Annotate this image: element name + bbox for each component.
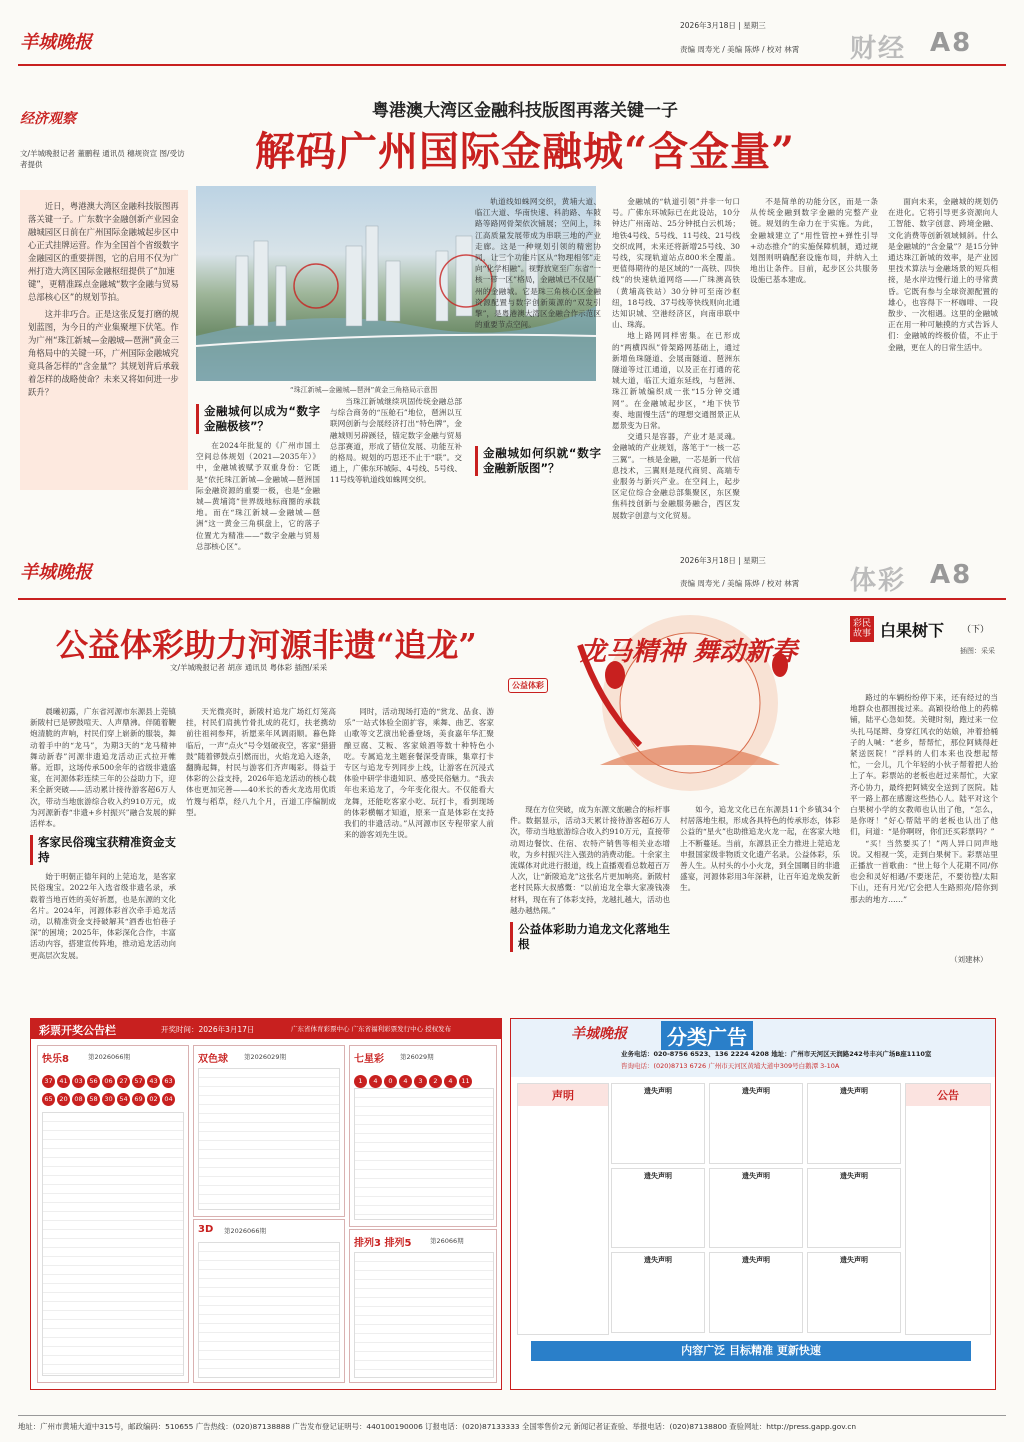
number-ball: 4 [369, 1075, 382, 1088]
ad-notice-1 [517, 1083, 609, 1335]
number-ball: 37 [42, 1075, 55, 1088]
page-number: A8 [930, 560, 973, 590]
body-para: 天光微亮时，新陂村追龙广场红灯笼高挂，村民们肩挑竹骨扎成的花灯，扶老携幼前往祖祠参拜，祈愿来年风调雨顺。暮色降临后，一声“点火”号令划破夜空，客家“猎猎鼓”随着锣鼓点引燃而出，火焰龙追入逐条，翻腾起舞，村民与游客们齐声喝彩。得益于体彩的公益支持，2026年追龙活动的核心载体也更加完善——40米长的香火龙选用优质竹篾与稻草，经八九个月，百道工序编制成型。 [186, 707, 336, 817]
number-ball: 58 [87, 1093, 100, 1106]
game-name: 3D [198, 1224, 214, 1235]
winning-numbers [42, 1070, 186, 1106]
body-para: 在2024年批复的《广州市国土空间总体规划（2021—2035年）》中，金融城被赋予双重身份：它既是“依托珠江新城—金融城—琶洲国际金融资源的重要一极，也是“金融城—黄埔湾”世界级地标商圈的承载地。而在“珠江新城—金融城—琶洲”这一黄金三角棋盘上，它的落子位置尤为精准——“数字金融与贸易总部核心区”。 [196, 441, 320, 551]
number-ball: 03 [72, 1075, 85, 1088]
game-name: 排列3 排列5 [354, 1238, 412, 1249]
number-ball: 4 [444, 1075, 457, 1088]
lottery-time: 开奖时间：2026年3月17日 [161, 1025, 255, 1034]
prize-table [354, 1088, 494, 1220]
side-subtitle: （下） [962, 625, 990, 635]
section-name: 财经 [850, 34, 907, 64]
number-ball: 0 [384, 1075, 397, 1088]
ad-title: 分类广告 [661, 1021, 753, 1050]
game-kuaile8 [37, 1045, 189, 1383]
side-illustrator: 插图：采采 [960, 647, 995, 655]
number-ball: 20 [57, 1093, 70, 1106]
number-ball: 2 [429, 1075, 442, 1088]
number-ball: 04 [162, 1093, 175, 1106]
lead-text-2: 这并非巧合。正是这张反复打磨的规划蓝图，为今日的产业集聚埋下伏笔。作为广州“珠江新城—金融城—琶洲”黄金三角格局中的关键一环，广州国际金融城究竟具备怎样的“含金量”？其规划背后承载着怎样的战略使命？未来又将如何进一步跃升？ [28, 309, 180, 397]
game-pailie [349, 1229, 497, 1383]
number-ball: 02 [147, 1093, 160, 1106]
number-ball: 41 [57, 1075, 70, 1088]
page-footer: 地址：广州市黄埔大道中315号，邮政编码：510655 广告热线：(020)87138888 广告发布登记证明号：440100190006 订报电话：(020)87133333 全国零售价2元 新闻记者证查验、举报电话：(020)87138800 查验网址：http://press.gapp.gov.cn [18, 1415, 1006, 1432]
lottery-board [30, 1018, 502, 1390]
ad-logo: 羊城晚报 [571, 1026, 627, 1042]
classified-ads [510, 1018, 996, 1390]
ad-notice-2 [905, 1083, 991, 1335]
body-para: 不是简单的功能分区，而是一条从传统金融到数字金融的完整产业链。规划的生命力在于实施。为此，金融城建立了“用性管控+弹性引导+动态推介”的实施保障机制，通过规划图则明确配套设施布局，并纳入土地出让条件。目前，起步区公共服务设施已基本建成。 [750, 197, 878, 285]
newspaper-logo: 羊城晚报 [20, 562, 92, 583]
ad-listing: 遗失声明 [807, 1252, 901, 1333]
section-name: 体彩 [850, 566, 907, 596]
number-ball: 30 [102, 1093, 115, 1106]
dragon-illustration [560, 605, 820, 805]
number-ball: 27 [117, 1075, 130, 1088]
body-para: 晨曦初露，广东省河源市东源县上莞镇新陂村已是锣鼓喧天、人声鼎沸。伴随着鞭炮清脆的声响，村民们穿上崭新的服装，舞动着手中的“龙马”，为期3天的“龙马精神 舞动新春”河源非遗追龙活动正式拉开帷幕。近即，这场传承500余年的省级非遗盛宴，在河源体彩连续三年的公益助力下，迎来全新突破——活动累计接待游客超6万人次，带动当地旅游综合收入约910万元，成为河源新春“非遗+乡村振兴”融合发展的鲜活样本。 [30, 707, 176, 829]
header-rule [18, 64, 1006, 66]
ad-listing: 遗失声明 [709, 1252, 803, 1333]
side-author: （刘建林） [950, 955, 988, 964]
game-name: 双色球 [198, 1054, 228, 1065]
column-tag [20, 108, 190, 128]
lead-text: 近日，粤港澳大湾区金融科技版图再落关键一子。广东数字金融创新产业园金融城园区日前在广州国际金融城起步区中心正式挂牌运营。作为全国首个省级数字金融园区的重要拼图，它的启用不仅为广州打造大湾区国际金融枢纽提供了“加速键”，更精准踩点金融城“数字金融与贸易总部核心区”的规划节拍。 [28, 201, 180, 302]
body-para: 现在方位突破，成为东源文旅融合的标杆事件。数据显示，活动3天累计接待游客超6万人次，带动当地旅游综合收入约910万元，直接带动周边餐饮、住宿、农特产销售等相关业态增收，为乡村振兴注入强劲的消费动能。十余家主流媒体对此进行报道，线上直播观看总数超百万人次，让“新陂追龙”这张名片更加响亮。新陂村老村民陈大叔感慨：“以前追龙全靠大家凑钱凑材料，现在有了体彩支持，龙越扎越大，活动也越办越热闹。” [510, 805, 670, 915]
body-para: “买！当然要买了！”两人异口同声地说。又相视一笑，走到白果树下。彩票站里正播放一首歌曲：“世上每个人花期不同/你也会和灵好相遇/不要迷茫，不要彷徨/太阳下山，还有月光/它会把人生路照亮/陪你到那去的地方……” [850, 838, 998, 904]
ad-listing: 遗失声明 [709, 1083, 803, 1164]
game-name: 快乐8 [42, 1054, 69, 1065]
ad-contact: 咨询电话：(020)8713 6726 广州市天河区黄埔大道中309号白鹅潭 3-10A [621, 1062, 840, 1070]
number-ball: 69 [132, 1093, 145, 1106]
lottery-badge: 公益体彩 [508, 678, 548, 693]
ad-listing: 遗失声明 [807, 1083, 901, 1164]
game-issue: 第26029期 [400, 1053, 434, 1061]
body-para: 当珠江新城继续巩固传统金融总部与综合商务的“压舱石”地位，琶洲以互联网创新与会展经济打出“特色牌”，金融城则另辟蹊径，锚定数字金融与贸易总部赛道，形成了错位发展、功能互补的格局。规划的巧思还不止于“联”。交通上，广佛东环城际、4号线、5号线、11号线等轨道线如蛛网交织。 [330, 397, 462, 485]
column-tag-text: 经济观察 [20, 111, 76, 127]
lead-box [20, 190, 188, 490]
number-ball: 06 [102, 1075, 115, 1088]
body-para: 面向未来，金融城的规划仍在进化。它将引导更多资源向人工智能、数字创意、跨境金融、文化消费等创新领域倾斜。什么是金融城的“含金量”？是15分钟通达珠江新城的效率，是产业园里技术算法与金融场景的短兵相接，是水岸边慢行道上的寻常黄昏。它既有参与全球资源配置的雄心，也容得下一杯咖啡、一段散步、一次相遇。这里的金融城正在用一种可触摸的方式告诉人们：金融城的终极价值，不止于金融，更在人的日常生活中。 [888, 197, 998, 352]
ad-listing: 遗失声明 [807, 1168, 901, 1249]
game-issue: 第2026066期 [224, 1227, 266, 1235]
side-column [850, 612, 1000, 1012]
subhead-2: 公益体彩助力追龙文化落地生根 [510, 922, 670, 952]
number-ball: 65 [42, 1093, 55, 1106]
game-shuangseqiu [193, 1045, 345, 1217]
prize-table [354, 1252, 494, 1378]
game-issue: 第2026029期 [244, 1053, 286, 1061]
lottery-title: 彩票开奖公告栏 [39, 1024, 116, 1037]
body-para: 如今，追龙文化已在东源县11个乡镇34个村居落地生根，形成各具特色的传承形态，体彩公益的“星火”也助推追龙火龙一起，在客家大地上不断蔓延。当前，东源县正全力推进上莞追龙申报国家级非物质文化遗产名录。公益体彩，乐善人生。从村头的小小火龙，到全国瞩目的非遗盛宴，河源体彩用3年深耕，让百年追龙焕发新生。 [680, 805, 840, 893]
kicker: 粤港澳大湾区金融科技版图再落关键一子 [372, 101, 678, 121]
number-ball: 54 [117, 1093, 130, 1106]
page-number: A8 [930, 28, 973, 58]
notice-title: 公告 [906, 1084, 990, 1106]
lottery-title-bar [31, 1019, 501, 1039]
ad-listing: 遗失声明 [611, 1252, 705, 1333]
subhead-2: 金融城如何织就“数字金融新版图”？ [475, 446, 601, 476]
number-ball: 1 [354, 1075, 367, 1088]
issue-date: 2026年3月18日 | 星期三 [680, 556, 766, 565]
game-qixingcai [349, 1045, 497, 1227]
body-para: 路过的车辆纷纷停下来，还有经过的当地群众也都围拢过来。高颖役给他上的药棉铺，陆平心急如焚。关键时刻，跑过来一位头扎马尾辫、身穿红风衣的姑娘，冲着拾桶子的人喊：“老乡，帮帮忙，那位阿姨得赶紧送医院！”浮料的人们本来也没想起帮忙，一会儿，几个年轻的小伙子帮着把人抬上了车。彩票站的老板也赶过来帮忙，大家齐心协力，最终把阿姨安全送到了医院。陆平一路上都在感谢这些热心人。陆平对这个白果树小学的女教师也认出了他，“怎么，是你呀！”好心帮陆平的老板也认出了他们，问道：“是你啊呀，你们还买彩票吗？” [850, 693, 998, 837]
body-para: 同时，活动现场打造的“赏龙、品食、游乐”一站式体验全面扩容，乘舞、曲艺、客家山歌等文艺演出轮番登场，美食嘉年华汇聚酿豆腐、艾粄、客家娘酒等数十种特色小吃。专属追龙主题套餐深受青睐，集章打卡专区与追龙专列同步上线，让游客在沉浸式体验中研学非遗知识、感受民俗魅力。“我去年也来追龙了，今年变化很大。不仅能看大龙舞，还能吃客家小吃、玩打卡，看到现场的体彩横幅才知道，原来一直是体彩在支持我们的非遗活动。”从河源市区专程带家人前来的游客刘先生说。 [344, 707, 494, 840]
body-para: 金融城的“轨道引领”并非一句口号。广佛东环城际已在此设站，10分钟达广州南站、25分钟抵白云机场；地铁4号线、5号线、11号线、21号线交织成网，未来还将新增25号线、30号线，实现轨道站点800米全覆盖。更值得期待的是区域的“一高铁、四快线”的快速轨道网络——广珠澳高铁（黄埔高铁站）30分钟可至南沙枢纽，18号线、37号线等快线则向北通达知识城、空港经济区，向南串联中山、珠海。 [612, 197, 740, 330]
number-ball: 56 [87, 1075, 100, 1088]
body-para: 始于明朝正德年间的上莞追龙，是客家民俗瑰宝。2022年入选省级非遗名录，承载着当地百姓的美好祈愿，也是东源的文化名片。2024年，河源体彩首次牵手追龙活动，以精准资金支持破解其“酒香也怕巷子深”的困境；2025年，体彩深化合作，丰富活动内容，搭建宣传阵地，推动追龙活动向更高层次发展。 [30, 872, 176, 960]
art-title: 龙马精神 舞动新春 [580, 637, 798, 667]
subhead-1: 金融城何以成为“数字金融极核”？ [196, 404, 320, 434]
number-ball: 08 [72, 1093, 85, 1106]
lottery-org: 广东省体育彩票中心 广东省福利彩票发行中心 授权发布 [291, 1025, 452, 1033]
ad-listings [611, 1083, 901, 1333]
issue-date: 2026年3月18日 | 星期三 [680, 21, 766, 30]
notice-title: 声明 [518, 1084, 608, 1106]
photo-caption: “珠江新城—金融城—琶洲”黄金三角格局示意图 [290, 386, 438, 394]
byline: 文/羊城晚报记者 董鹏程 通讯员 穗规资宣 图/受访者提供 [20, 149, 185, 169]
ad-banner: 内容广泛 目标精准 更新快速 [531, 1341, 971, 1361]
winning-numbers [354, 1068, 494, 1088]
ad-header [511, 1019, 995, 1077]
number-ball: 43 [147, 1075, 160, 1088]
ad-listing: 遗失声明 [611, 1168, 705, 1249]
prize-table [42, 1112, 184, 1376]
editor-credits: 责编 周寿光 / 美编 陈烨 / 校对 林霄 [680, 579, 800, 588]
game-name: 七星彩 [354, 1054, 384, 1065]
headline: 公益体彩助力河源非遗“追龙” [56, 626, 477, 664]
prize-table [198, 1068, 340, 1210]
game-issue: 第26066期 [430, 1237, 464, 1245]
editor-credits: 责编 周寿光 / 美编 陈烨 / 校对 林霄 [680, 45, 800, 54]
number-ball: 11 [459, 1075, 472, 1088]
story-tag: 彩民故事 [850, 616, 874, 642]
headline: 解码广州国际金融城“含金量” [254, 128, 795, 175]
ad-listing: 遗失声明 [611, 1083, 705, 1164]
body-para: 交通只是容器，产业才是灵魂。金融城的产业规划，落笔于“一核一芯三翼”。一核是金融，一芯是新一代信息技术，三翼则是现代商贸、高端专业服务与新兴产业。在空间上，起步区定位综合金融总部集聚区，东区聚焦科技创新与金融服务融合，西区发展数字创意与文化贸易。 [612, 432, 740, 520]
subhead-1: 客家民俗瑰宝获精准资金支持 [30, 835, 176, 865]
number-ball: 4 [399, 1075, 412, 1088]
prize-table [198, 1242, 340, 1378]
ad-listing: 遗失声明 [709, 1168, 803, 1249]
body-para: 轨道线如蛛网交织，黄埔大道、临江大道、华南快速、科韵路、车陂路等路网骨架依次铺展；空间上，珠江高质量发展带成为串联三地的产业走廊。这是一种规划引领的精密协同，让三个功能片区从“物理相邻”走向“化学相融”。视野放宽至广东省“一核一带一区”格局，金融城已不仅是广州的金融城。它是珠三角核心区金融资源配置与数字创新策源的“双发引擎”，是粤港澳大湾区金融合作示范区的重要节点空间。 [475, 197, 601, 330]
ad-phone: 业务电话：020-8756 6523、136 2224 4208 地址：广州市天河区天润路242号丰兴广场B座1110室 [621, 1050, 932, 1058]
side-title: 白果树下 [880, 621, 945, 640]
game-issue: 第2026066期 [88, 1053, 130, 1061]
number-ball: 63 [162, 1075, 175, 1088]
body-para: 地上路网同样密集。在已形成的“两横四纵”骨架路网基础上，通过新增鱼珠隧道、会展南隧道、琶洲东隧道等过江通道，以及正在打通的花城大道，临江大道东延线，与琶洲、珠江新城编织成一张“15分钟交通网”。在金融城起步区，“地下快节奏、地面慢生活”的理想交通图景正从愿景变为日常。 [612, 331, 740, 431]
header-rule [18, 598, 1006, 600]
number-ball: 57 [132, 1075, 145, 1088]
number-ball: 3 [414, 1075, 427, 1088]
newspaper-logo: 羊城晚报 [20, 32, 92, 53]
byline: 文/羊城晚报记者 胡彦 通讯员 粤体彩 插图/采采 [170, 663, 328, 672]
game-3d [193, 1219, 345, 1383]
